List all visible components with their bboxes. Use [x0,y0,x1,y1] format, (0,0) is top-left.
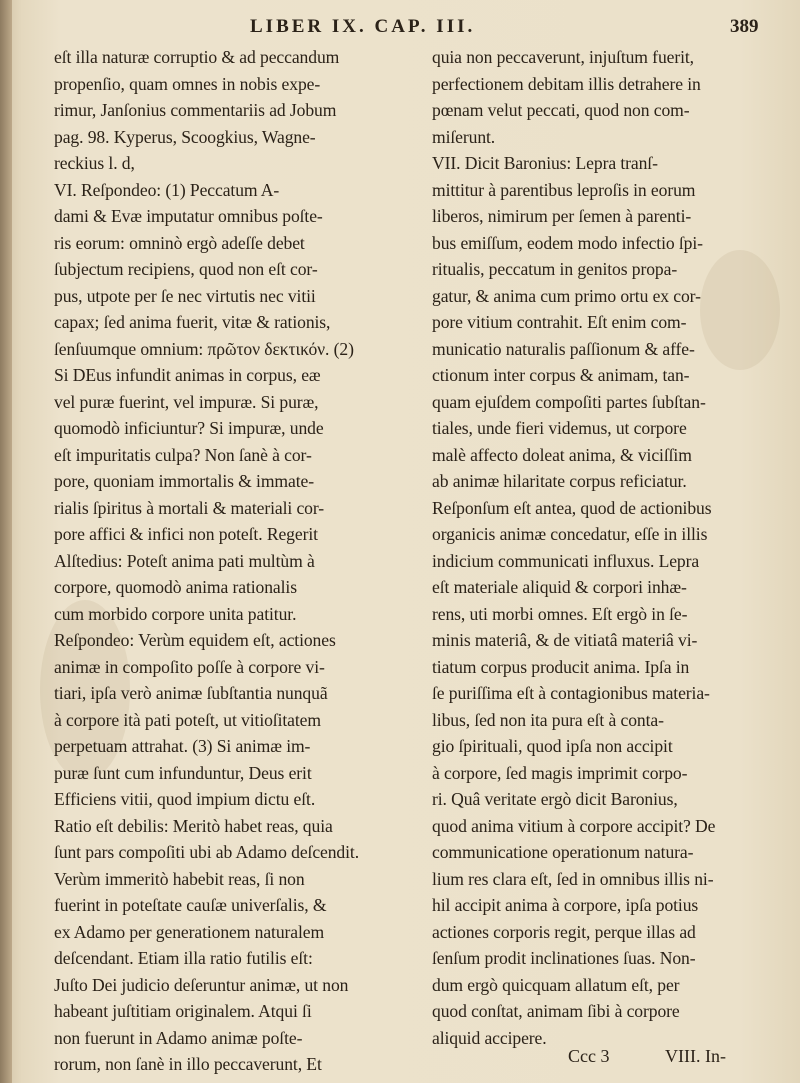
text-line: mittitur à parentibus leproſis in eorum [432,179,696,200]
text-line: eſt impuritatis culpa? Non ſanè à cor- [54,444,312,465]
text-line: à corpore ità pati poteſt, ut vitioſitatem [54,709,321,730]
text-line: tiales, unde fieri videmus, ut corpore [432,418,687,438]
text-line: ritualis, peccatum in genitos propa- [432,259,678,279]
text-line: rimur, Janſonius commentariis ad Jobum [54,100,337,120]
text-line: perfectionem debitam illis detrahere in [432,73,701,94]
left-text-column [54,44,426,1078]
text-line: municatio naturalis paſſionum & affe- [432,338,695,359]
text-line: pœnam velut peccati, quod non com- [432,100,690,120]
text-line: Alſtedius: Poteſt anima pati multùm à [54,550,315,571]
page-number: 389 [730,16,759,37]
text-line: hil accipit anima à corpore, ipſa potius [432,895,699,915]
text-line: cum morbido corpore unita patitur. [54,603,297,624]
text-line: communicatione operationum natura- [432,842,694,862]
text-line: pore vitium contrahit. Eſt enim com- [432,312,687,332]
text-line: ex Adamo per generationem naturalem [54,921,325,942]
signature-mark: Ccc 3 [568,1046,610,1066]
text-line: deſcendant. Etiam illa ratio futilis eſt: [54,948,313,968]
text-line: dum ergò quicquam allatum eſt, per [432,974,680,995]
text-line: quod anima vitium à corpore accipit? De [432,815,716,836]
book-spine-edge [0,0,12,1083]
text-line: ſenſum prodit inclinationes ſuas. Non- [432,948,696,968]
text-line: quia non peccaverunt, injuſtum fuerit, [432,47,694,67]
text-line: indicium communicati influxus. Lepra [432,550,700,571]
right-text-column [432,44,788,1051]
text-line: tiari, ipſa verò animæ ſubſtantia nunquã [54,683,328,703]
text-line: propenſio, quam omnes in nobis expe- [54,73,321,94]
text-line: gatur, & anima cum primo ortu ex cor- [432,285,701,306]
text-line: Juſto Dei judicio deſeruntur animæ, ut non [54,974,349,995]
text-line: Verùm immeritò habebit reas, ſi non [54,868,305,889]
text-line: Efficiens vitii, quod impium dictu eſt. [54,789,316,809]
text-line: dami & Evæ imputatur omnibus poſte- [54,206,323,226]
page-footer [0,1046,800,1074]
text-line: Reſponſum eſt antea, quod de actionibus [432,497,712,518]
text-line: fuerint in poteſtate cauſæ univerſalis, & [54,895,327,915]
text-line: à corpore, ſed magis imprimit corpo- [432,762,688,783]
text-line: Reſpondeo: Verùm equidem eſt, actiones [54,630,336,650]
text-line: minis materiâ, & de vitiatâ materiâ vi- [432,630,698,650]
text-line: bus emiſſum, eodem modo infectio ſpi- [432,232,703,253]
text-line: VI. Reſpondeo: (1) Peccatum A- [54,179,280,200]
text-line: eſt materiale aliquid & corpori inhæ- [432,577,687,597]
text-line: rorum, non ſanè in illo peccaverunt, Et [54,1054,322,1074]
text-line: pag. 98. Kyperus, Scoogkius, Wagne- [54,126,316,147]
text-line: eſt illa naturæ corruptio & ad peccandum [54,47,340,67]
text-line: gio ſpirituali, quod ipſa non accipit [432,736,673,756]
text-line: capax; ſed anima fuerit, vitæ & rationis, [54,312,331,332]
text-line: libus, ſed non ita pura eſt à conta- [432,709,664,730]
text-line: malè affecto doleat anima, & viciſſim [432,444,692,465]
text-line: non fuerunt in Adamo animæ poſte- [54,1027,303,1048]
text-line: vel puræ fuerint, vel impuræ. Si puræ, [54,391,319,412]
running-title: LIBER IX. CAP. III. [250,16,476,37]
text-line: lium res clara eſt, ſed in omnibus illis ni- [432,868,714,889]
text-line: corpore, quomodò anima rationalis [54,577,297,597]
text-line: Si DEus infundit animas in corpus, eæ [54,365,321,385]
text-line: pore affici & infici non poteſt. Regerit [54,524,318,544]
text-line: VII. Dicit Baronius: Lepra tranſ- [432,153,658,173]
text-line: ſunt pars compoſiti ubi ab Adamo deſcendit. [54,842,359,862]
text-line: ſubjectum recipiens, quod non eſt cor- [54,259,318,279]
text-line: ri. Quâ veritate ergò dicit Baronius, [432,789,678,809]
text-line: actiones corporis regit, perque illas ad [432,921,696,942]
text-line: quod conſtat, animam ſibi à corpore [432,1001,680,1021]
text-line: animæ in compoſito poſſe à corpore vi- [54,656,325,677]
text-line: puræ ſunt cum infunduntur, Deus erit [54,762,312,783]
text-line: habeant juſtitiam originalem. Atqui ſi [54,1001,312,1021]
text-line: rens, uti morbi omnes. Eſt ergò in ſe- [432,603,688,624]
text-line: reckius l. d, [54,153,135,173]
text-line: pore, quoniam immortalis & immate- [54,471,314,491]
text-line: perpetuam attrahat. (3) Si animæ im- [54,736,311,756]
text-line: ab animæ hilaritate corpus reficiatur. [432,471,687,491]
text-line: tiatum corpus producit anima. Ipſa in [432,656,690,677]
running-header [0,16,800,44]
text-line: quomodò inficiuntur? Si impuræ, unde [54,418,324,438]
text-line: aliquid accipere. [432,1027,547,1048]
text-line: ris eorum: omninò ergò adeſſe debet [54,232,305,253]
text-line: Ratio eſt debilis: Meritò habet reas, quia [54,815,333,836]
text-line: quam ejuſdem compoſiti partes ſubſtan- [432,391,706,412]
text-line: organicis animæ concedatur, eſſe in illis [432,524,708,544]
text-line: liberos, nimirum per ſemen à parenti- [432,206,692,226]
text-line: pus, utpote per ſe nec virtutis nec vitii [54,285,316,306]
text-line: ctionum inter corpus & animam, tan- [432,365,690,385]
text-line: ſe puriſſima eſt à contagionibus materia- [432,683,710,703]
catchword: VIII. In- [665,1046,726,1066]
text-line: rialis ſpiritus à mortali & materiali cor- [54,497,325,518]
text-line: ſenſuumque omnium: πρῶτον δεκτικόν. (2) [54,338,354,359]
text-line: miſerunt. [432,126,496,147]
